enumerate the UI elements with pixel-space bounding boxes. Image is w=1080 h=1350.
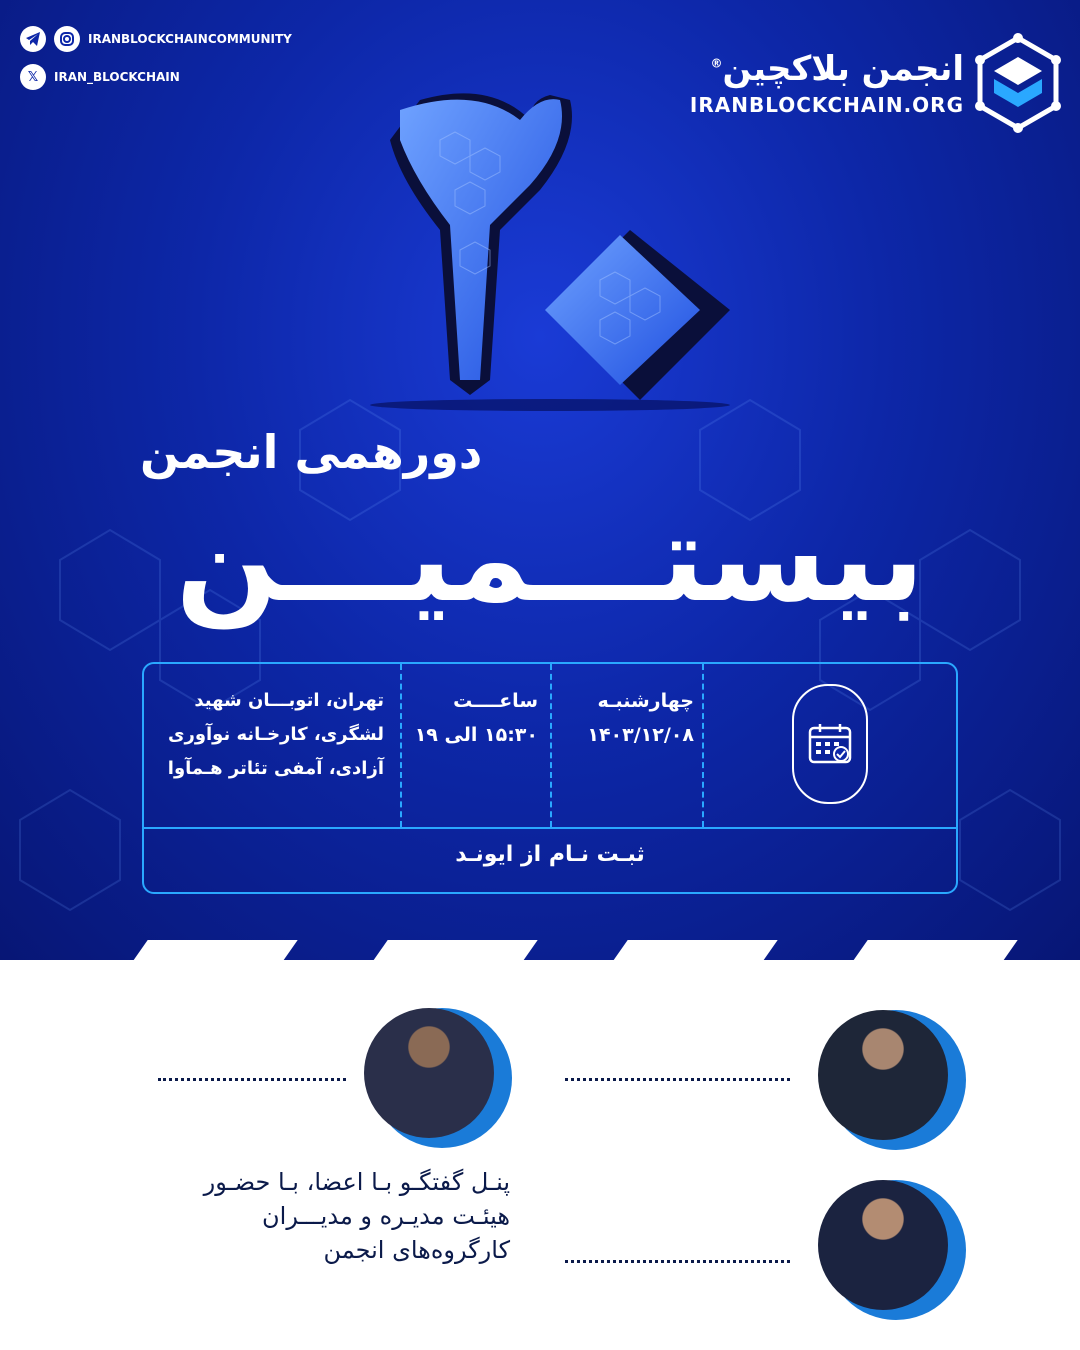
brand-logo: [690, 35, 1060, 131]
time-value: ۱۵:۳۰ الی ۱۹: [414, 724, 538, 746]
dotted-divider: [158, 1078, 346, 1081]
panel-line: هیئـت مدیـره و مدیـــران: [262, 1202, 510, 1230]
event-info-box: [142, 662, 958, 894]
hero-number-20: [380, 80, 740, 410]
registered-mark: ®: [710, 56, 723, 71]
dotted-divider: [565, 1260, 790, 1263]
date-value: ۱۴۰۳/۱۲/۰۸: [587, 724, 694, 746]
calendar-badge: [792, 684, 868, 804]
panel-line: پنـل گفتگـو بـا اعضا، بـا حضـور: [203, 1168, 510, 1196]
time-label: ساعــــت: [453, 690, 538, 712]
calendar-icon: [807, 721, 853, 767]
instagram-icon[interactable]: [54, 26, 80, 52]
day-label: چهارشنبـه: [597, 690, 694, 712]
tab-shape: [852, 940, 1017, 962]
address-line: لشگری، کارخـانه نوآوری: [167, 724, 384, 745]
logo-cube-icon: [976, 35, 1060, 131]
date-cell: [554, 684, 694, 752]
x-handle[interactable]: IRAN_BLOCKCHAIN: [54, 70, 180, 84]
address-line: آزادی، آمفی تئاتر هـمآوا: [167, 758, 384, 779]
avatar: [818, 1180, 948, 1310]
social-row-1: [20, 26, 292, 52]
logo-name-fa: انجمن بلاکچین®: [710, 49, 964, 89]
panel-description: [120, 1165, 510, 1267]
divider: [144, 827, 956, 829]
x-icon[interactable]: 𝕏: [20, 64, 46, 90]
address-cell: [154, 684, 384, 786]
hero-title: بیستـــمیـــن: [175, 490, 925, 629]
panel-line: کارگروه‌های انجمن: [323, 1236, 510, 1264]
separator: [400, 664, 402, 827]
section-tabs: [0, 940, 1080, 962]
separator: [550, 664, 552, 827]
instagram-handle[interactable]: IRANBLOCKCHAINCOMMUNITY: [88, 32, 292, 46]
logo-url[interactable]: IRANBLOCKCHAIN.ORG: [689, 93, 964, 117]
tab-shape: [132, 940, 297, 962]
tab-shape: [372, 940, 537, 962]
address-line: تهران، اتوبـــان شهید: [194, 690, 384, 711]
separator: [702, 664, 704, 827]
avatar: [818, 1010, 948, 1140]
dotted-divider: [565, 1078, 790, 1081]
avatar: [364, 1008, 494, 1138]
register-link[interactable]: ثبـت نـام از ایونـد: [455, 842, 645, 867]
tab-shape: [612, 940, 777, 962]
telegram-icon[interactable]: [20, 26, 46, 52]
time-cell: [406, 684, 538, 752]
hero-subtitle: دورهمی انجمن: [140, 425, 483, 479]
social-row-2: [20, 64, 180, 90]
